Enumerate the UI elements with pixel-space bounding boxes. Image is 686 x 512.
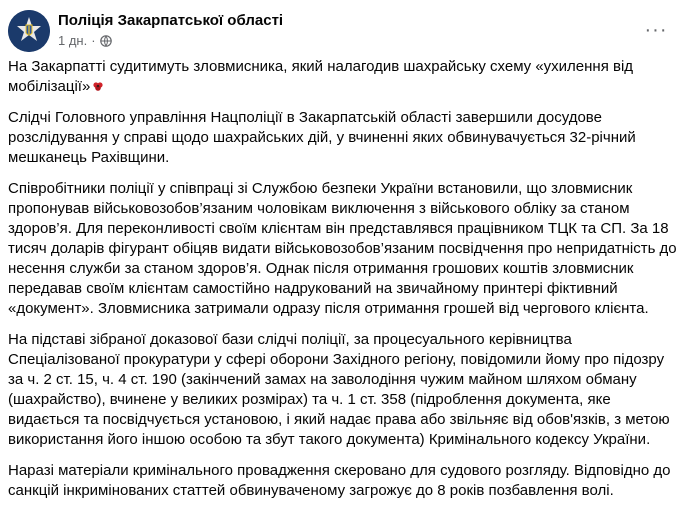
police-emblem-icon[interactable] — [8, 10, 50, 52]
post-body — [8, 57, 680, 512]
post-time[interactable]: 1 дн. — [58, 33, 88, 48]
meta-separator: · — [91, 33, 96, 48]
post-headline: На Закарпатті судитимуть зловмисника, який налагодив шахрайську схему «ухилення від мобілізації» — [8, 58, 634, 95]
post-paragraph: Слідчі Головного управління Нацполіції в Закарпатській області завершили досудове розслідування у справі щодо шахрайських дій, у вчиненні яких обвинувачується 32-річний мешканець Рахівщини. — [8, 109, 636, 166]
post-paragraph: Співробітники поліції у співпраці зі Службою безпеки України встановили, що зловмисник пропонував військовозобов’язаним чоловікам виключення з військового обліку за станом здоров’я. Для переконливості своїм клієнтам він представлявся працівником ТЦК та СП. За 18 тисяч доларів фігурант обіцяв видати військовозобов’язаним посвідчення про непридатність до несення служби за станом здоров’я. Однак після отримання грошових коштів зловмисник передавав своїм клієнтам самостійно надрукований на звичайному принтері фіктивний «документ». Зловмисника затримали одразу після отримання грошей від чергового клієнта. — [8, 180, 677, 317]
post-paragraph: Наразі матеріали кримінального провадження скеровано для судового розгляду. Відповідно до санкцій інкримінованих статтей обвинуваченому загрожує до 8 років позбавлення волі. — [8, 462, 671, 499]
post-meta — [58, 33, 112, 48]
more-options-button[interactable]: ··· — [644, 18, 668, 41]
globe-icon — [100, 35, 112, 47]
post-header — [8, 8, 678, 56]
flower-emoji-icon — [92, 80, 104, 92]
page-name[interactable]: Поліція Закарпатської області — [58, 12, 284, 29]
post-paragraph: На підставі зібраної доказової бази слідчі поліції, за процесуального керівництва Спеціалізованої прокуратури у сфері оборони Західного регіону, повідомили йому про підозру за ч. 2 ст. 15, ч. 4 ст. 190 (закінчений замах на заволодіння чужим майном шляхом обману (шахрайство), вчинене у великих розмірах) та ч. 1 ст. 358 (підроблення документа, яке видається та посвідчується установою, і який надає права або звільняє від обов'язків, з метою використання його іншою особою та збут такого документа) Кримінального кодексу України. — [8, 331, 670, 448]
post-paragraph — [8, 57, 680, 97]
